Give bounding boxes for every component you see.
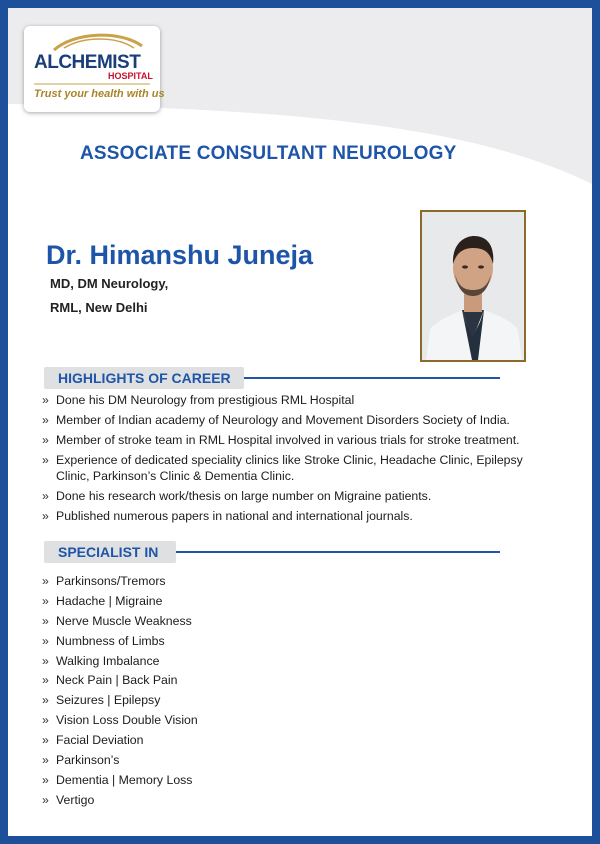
list-item: » Member of stroke team in RML Hospital involved in various trials for stroke treatment. [42,432,523,448]
list-item: » Nerve Muscle Weakness [42,613,198,629]
list-item: » Dementia | Memory Loss [42,772,198,788]
doctor-portrait-icon [422,212,524,360]
list-item: » Parkinson’s [42,752,198,768]
list-item: » Experience of dedicated speciality clinics like Stroke Clinic, Headache Clinic, Epilepsy [42,452,523,468]
doctor-degree: MD, DM Neurology, [50,276,169,291]
highlights-list [42,392,523,528]
position-title: ASSOCIATE CONSULTANT NEUROLOGY [80,143,457,164]
section-highlights-header [8,367,508,391]
doctor-affiliation: RML, New Delhi [50,300,148,315]
section-highlights-title: HIGHLIGHTS OF CAREER [58,370,231,386]
list-item: » Member of Indian academy of Neurology and Movement Disorders Society of India. [42,412,523,428]
list-item: » Done his research work/thesis on large number on Migraine patients. [42,488,523,504]
list-item: » Facial Deviation [42,732,198,748]
list-item: » Vertigo [42,792,198,808]
section-specialist-header [8,541,508,565]
list-item: » Hadache | Migraine [42,593,198,609]
list-item: » Numbness of Limbs [42,633,198,649]
section-divider [176,551,500,553]
doctor-name: Dr. Himanshu Juneja [46,240,314,270]
logo-hospital: HOSPITAL [108,71,153,81]
section-divider [244,377,500,379]
logo-name: ALCHEMIST [34,52,141,73]
list-item-continuation: Clinic, Parkinson’s Clinic & Dementia Clinic. [56,469,295,483]
hospital-logo [24,26,165,112]
list-item: » Done his DM Neurology from prestigious RML Hospital [42,392,523,408]
list-item: » Seizures | Epilepsy [42,692,198,708]
list-item: » Walking Imbalance [42,653,198,669]
logo-tagline: Trust your health with us [34,88,165,100]
list-item: » Neck Pain | Back Pain [42,672,198,688]
section-tab [44,541,176,563]
list-item: » Parkinsons/Tremors [42,573,198,589]
list-item: » Vision Loss Double Vision [42,712,198,728]
section-specialist-title: SPECIALIST IN [58,544,159,560]
doctor-photo [420,210,526,362]
specialist-list [42,573,198,812]
list-item: » Published numerous papers in national and international journals. [42,508,523,524]
section-tab [44,367,244,389]
